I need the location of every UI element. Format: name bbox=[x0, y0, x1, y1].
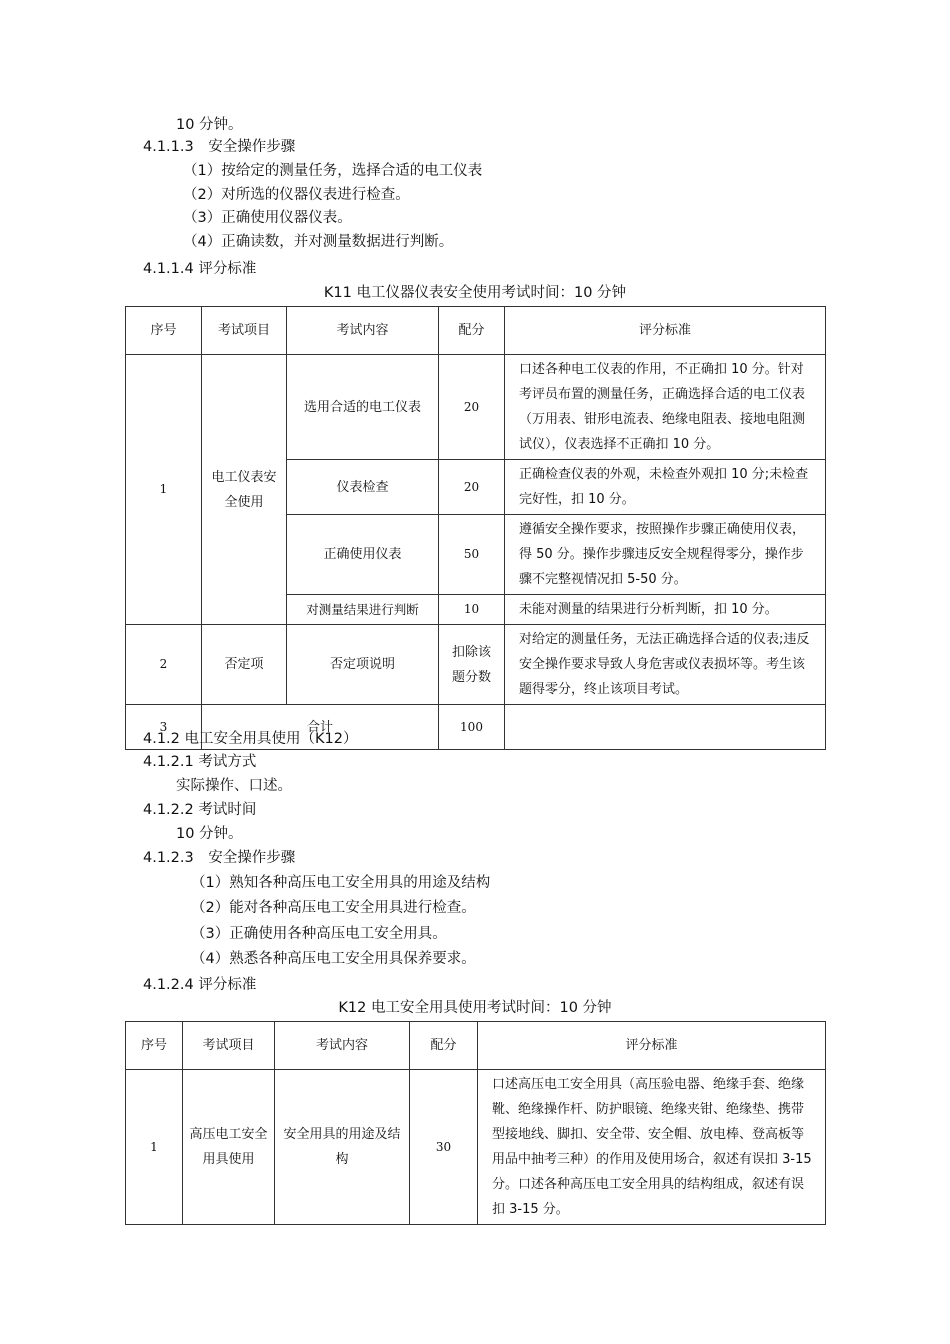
criteria-empty bbox=[505, 705, 826, 750]
score: 30 bbox=[410, 1070, 478, 1225]
step-item: （1）按给定的测量任务，选择合适的电工仪表 bbox=[183, 163, 483, 179]
criteria: 遵循安全操作要求，按照操作步骤正确使用仪表，得 50 分。操作步骤违反安全规程得零分，操作步骤不完整视情况扣 5-50 分。 bbox=[505, 515, 826, 595]
total-score: 100 bbox=[439, 705, 505, 750]
criteria: 口述各种电工仪表的作用，不正确扣 10 分。针对考评员布置的测量任务，正确选择合适的电工仪表（万用表、钳形电流表、绝缘电阻表、接地电阻测试仪），仪表选择不正确扣 10 分。 bbox=[505, 355, 826, 460]
step-item: （3）正确使用仪器仪表。 bbox=[183, 210, 352, 226]
exam-content: 否定项说明 bbox=[287, 625, 439, 705]
exam-content: 对测量结果进行判断 bbox=[287, 595, 439, 625]
header-cell: 考试内容 bbox=[287, 307, 439, 355]
criteria: 未能对测量的结果进行分析判断，扣 10 分。 bbox=[505, 595, 826, 625]
step-item: （2）对所选的仪器仪表进行检查。 bbox=[183, 187, 410, 203]
exam-content: 安全用具的用途及结构 bbox=[275, 1070, 410, 1225]
header-cell: 考试项目 bbox=[202, 307, 287, 355]
exam-content: 正确使用仪表 bbox=[287, 515, 439, 595]
section-heading: 4.1.2 电工安全用具使用（K12） bbox=[143, 731, 358, 747]
exam-item: 否定项 bbox=[202, 625, 287, 705]
section-heading: 4.1.2.4 评分标准 bbox=[143, 977, 257, 993]
score: 20 bbox=[439, 460, 505, 515]
table-header-row bbox=[126, 307, 826, 355]
step-item: （4）熟悉各种高压电工安全用具保养要求。 bbox=[191, 951, 476, 967]
header-cell: 评分标准 bbox=[505, 307, 826, 355]
score: 50 bbox=[439, 515, 505, 595]
step-item: （1）熟知各种高压电工安全用具的用途及结构 bbox=[191, 875, 491, 891]
header-cell: 序号 bbox=[126, 307, 202, 355]
step-item: （4）正确读数，并对测量数据进行判断。 bbox=[183, 234, 454, 250]
table-caption: K11 电工仪器仪表安全使用考试时间：10 分钟 bbox=[323, 285, 627, 301]
row-number: 3 bbox=[126, 705, 202, 750]
row-number: 2 bbox=[126, 625, 202, 705]
section-heading: 4.1.1.4 评分标准 bbox=[143, 261, 257, 277]
header-cell: 评分标准 bbox=[478, 1022, 826, 1070]
row-number: 1 bbox=[126, 355, 202, 625]
table-header-row bbox=[126, 1022, 826, 1070]
header-cell: 考试项目 bbox=[183, 1022, 275, 1070]
scoring-table-k11 bbox=[125, 306, 826, 750]
text-line: 10 分钟。 bbox=[176, 117, 243, 133]
total-label: 合计 bbox=[202, 705, 439, 750]
scoring-table-k12 bbox=[125, 1021, 826, 1225]
header-cell: 序号 bbox=[126, 1022, 183, 1070]
score: 10 bbox=[439, 595, 505, 625]
step-item: （2）能对各种高压电工安全用具进行检查。 bbox=[191, 900, 476, 916]
table-row bbox=[126, 625, 826, 705]
header-cell: 配分 bbox=[439, 307, 505, 355]
criteria: 正确检查仪表的外观，未检查外观扣 10 分;未检查完好性，扣 10 分。 bbox=[505, 460, 826, 515]
section-heading: 4.1.2.2 考试时间 bbox=[143, 802, 257, 818]
section-heading: 4.1.2.3 安全操作步骤 bbox=[143, 850, 296, 866]
score: 扣除该题分数 bbox=[439, 625, 505, 705]
table-caption: K12 电工安全用具使用考试时间：10 分钟 bbox=[338, 1000, 612, 1016]
section-heading: 4.1.2.1 考试方式 bbox=[143, 754, 257, 770]
text-line: 实际操作、口述。 bbox=[176, 778, 292, 794]
table-row bbox=[126, 355, 826, 460]
row-number: 1 bbox=[126, 1070, 183, 1225]
exam-item: 高压电工安全用具使用 bbox=[183, 1070, 275, 1225]
section-heading: 4.1.1.3 安全操作步骤 bbox=[143, 139, 296, 155]
exam-content: 选用合适的电工仪表 bbox=[287, 355, 439, 460]
table-row bbox=[126, 1070, 826, 1225]
header-cell: 配分 bbox=[410, 1022, 478, 1070]
score: 20 bbox=[439, 355, 505, 460]
exam-item: 电工仪表安全使用 bbox=[202, 355, 287, 625]
criteria: 对给定的测量任务，无法正确选择合适的仪表;违反安全操作要求导致人身危害或仪表损坏等。考生该题得零分，终止该项目考试。 bbox=[505, 625, 826, 705]
text-line: 10 分钟。 bbox=[176, 826, 243, 842]
criteria: 口述高压电工安全用具（高压验电器、绝缘手套、绝缘靴、绝缘操作杆、防护眼镜、绝缘夹钳、绝缘垫、携带型接地线、脚扣、安全带、安全帽、放电棒、登高板等用品中抽考三种）的作用及使用场合，叙述有误扣 3-15 分。口述各种高压电工安全用具的结构组成，叙述有误扣 3-15 分。 bbox=[478, 1070, 826, 1225]
header-cell: 考试内容 bbox=[275, 1022, 410, 1070]
step-item: （3）正确使用各种高压电工安全用具。 bbox=[191, 926, 447, 942]
exam-content: 仪表检查 bbox=[287, 460, 439, 515]
